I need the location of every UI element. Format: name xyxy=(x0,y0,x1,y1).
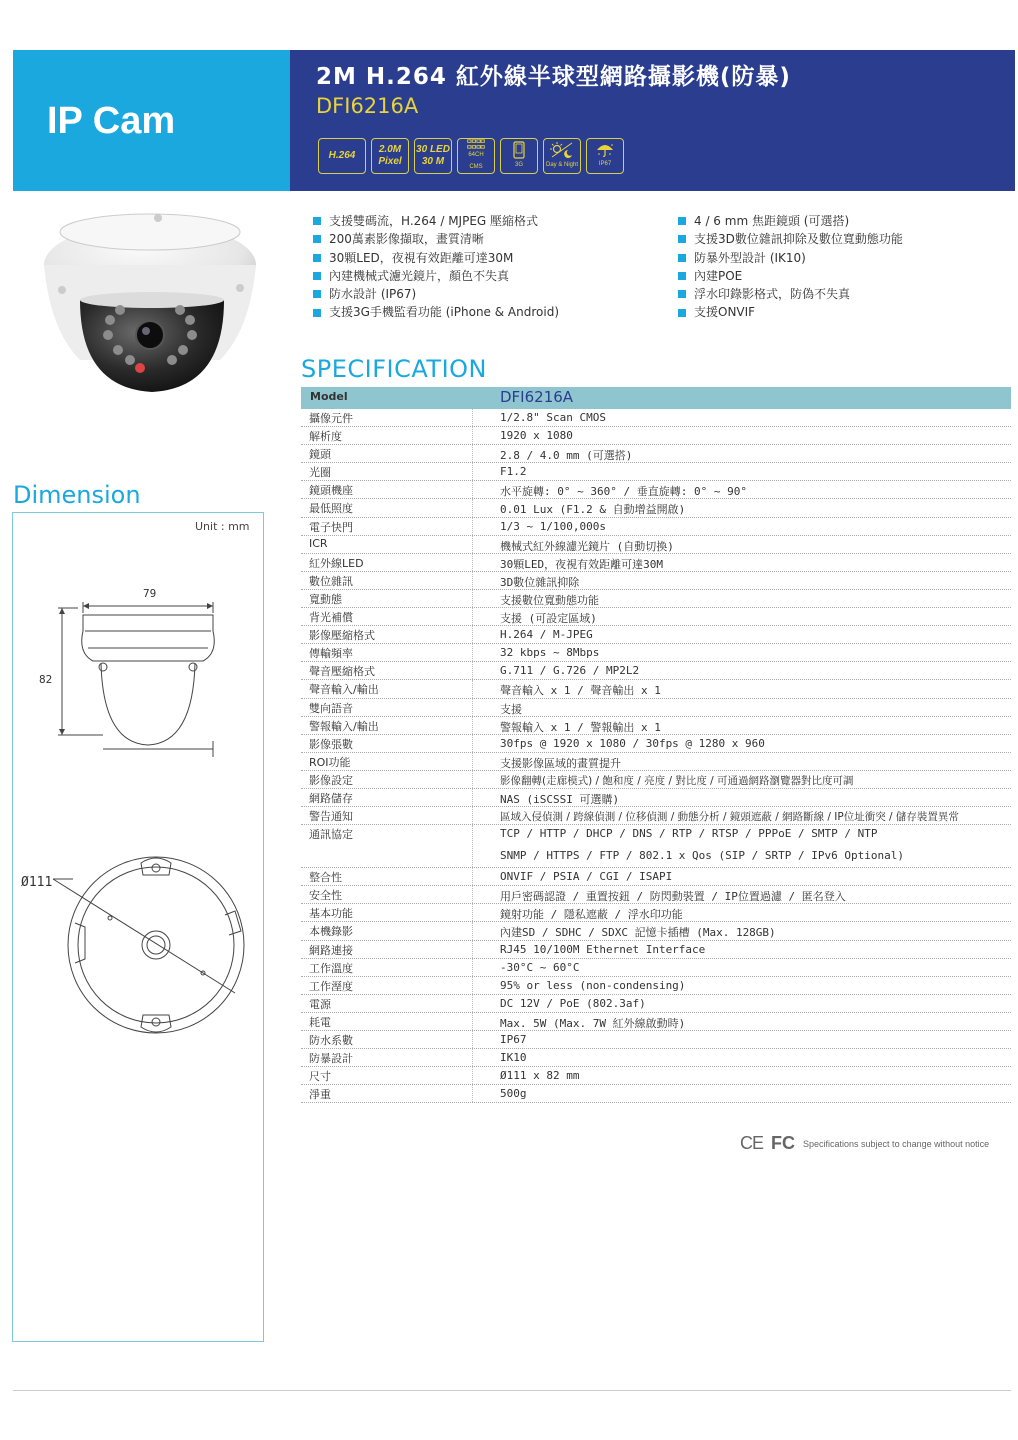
spec-key: 工作溼度 xyxy=(309,979,353,993)
column-divider xyxy=(472,717,473,734)
spec-key: 解析度 xyxy=(309,430,342,444)
table-row xyxy=(301,771,1011,789)
spec-key: 淨重 xyxy=(309,1088,331,1102)
spec-key: 防水系數 xyxy=(309,1034,353,1047)
spec-key: 鏡頭 xyxy=(309,448,331,462)
certification-row xyxy=(740,1133,989,1154)
spec-value: 影像翻轉(走廊模式) / 飽和度 / 亮度 / 對比度 / 可通過網路瀏覽器對比度可調 xyxy=(500,774,854,787)
table-row xyxy=(301,572,1011,590)
spec-value: 1/3 ~ 1/100,000s xyxy=(500,519,606,533)
table-row xyxy=(301,409,1011,427)
spec-key: 尺寸 xyxy=(309,1070,331,1084)
table-row xyxy=(301,662,1011,680)
column-divider xyxy=(472,868,473,885)
spec-value: 用戶密碼認證 / 重置按鈕 / 防閃動裝置 / IP位置過濾 / 匿名登入 xyxy=(500,890,846,904)
column-divider xyxy=(472,1013,473,1030)
header-title-panel xyxy=(290,50,1015,191)
table-row xyxy=(301,590,1011,608)
spec-key: 紅外線LED xyxy=(309,556,364,570)
column-divider xyxy=(472,608,473,625)
ip67-umbrella-badge-icon: IP67 xyxy=(586,138,624,174)
fcc-mark-icon: FC xyxy=(771,1133,796,1153)
table-row xyxy=(301,481,1011,499)
spec-table-header xyxy=(301,387,1011,409)
feature-list-right xyxy=(678,212,903,322)
column-divider xyxy=(472,409,473,426)
table-row xyxy=(301,789,1011,807)
column-divider xyxy=(472,807,473,824)
spec-key: 背光補償 xyxy=(309,611,353,625)
list-item: 30顆LED，夜視有效距離可達30M xyxy=(313,249,559,267)
dimension-drawing xyxy=(13,513,263,1341)
spec-change-note: Specifications subject to change without notice xyxy=(803,1138,990,1149)
3g-phone-badge-icon: 3G xyxy=(500,138,538,174)
spec-value: 聲音輸入 x 1 / 聲音輸出 x 1 xyxy=(500,684,661,698)
spec-value: 支援數位寬動態功能 xyxy=(500,593,599,607)
spec-value: IK10 xyxy=(500,1051,527,1065)
header-brand-panel xyxy=(13,50,290,191)
spec-table xyxy=(301,387,1011,1103)
column-divider xyxy=(472,771,473,788)
spec-value: 支援 (可設定區域) xyxy=(500,612,597,626)
column-divider xyxy=(472,680,473,697)
cms-badge-icon: 64CH CMS xyxy=(457,138,495,174)
table-row xyxy=(301,977,1011,995)
list-item: 支援雙碼流，H.264 / MJPEG 壓縮格式 xyxy=(313,212,559,230)
spec-key: 網路儲存 xyxy=(309,791,353,805)
bullet-icon xyxy=(313,272,321,280)
spec-value: DC 12V / PoE (802.3af) xyxy=(500,996,646,1010)
product-title: 2M H.264 紅外線半球型網路攝影機(防暴) xyxy=(316,64,791,90)
spec-value: 鏡射功能 / 隱私遮蔽 / 浮水印功能 xyxy=(500,908,683,922)
spec-key: 耗電 xyxy=(309,1015,331,1029)
table-row xyxy=(301,427,1011,445)
spec-key: 電源 xyxy=(309,997,331,1011)
table-row xyxy=(301,626,1011,644)
spec-key: 警告通知 xyxy=(309,810,353,824)
spec-value: 水平旋轉: 0° ~ 360° / 垂直旋轉: 0° ~ 90° xyxy=(500,485,747,499)
spec-key: 寬動態 xyxy=(309,592,342,606)
dimension-height-label: 82 xyxy=(39,673,53,686)
table-row xyxy=(301,518,1011,536)
column-divider xyxy=(472,922,473,939)
spec-value: Ø111 x 82 mm xyxy=(500,1069,580,1083)
table-row xyxy=(301,608,1011,626)
column-divider xyxy=(472,941,473,958)
spec-value: 30fps @ 1920 x 1080 / 30fps @ 1280 x 960 xyxy=(500,736,765,750)
table-row xyxy=(301,717,1011,735)
spec-value: NAS (iSCSSI 可選購) xyxy=(500,792,620,806)
spec-header-key: Model xyxy=(310,390,348,403)
list-item: 支援3G手機監看功能 (iPhone & Android) xyxy=(313,303,559,321)
column-divider xyxy=(472,735,473,752)
column-divider xyxy=(472,626,473,643)
bullet-icon xyxy=(313,309,321,317)
list-item: 內建POE xyxy=(678,267,903,285)
h264-badge-icon: H.264 xyxy=(318,138,366,174)
table-row xyxy=(301,959,1011,977)
spec-key: 聲音壓縮格式 xyxy=(309,665,375,679)
spec-key: ROI功能 xyxy=(309,755,351,769)
spec-key: 警報輸入/輸出 xyxy=(309,719,379,733)
table-row xyxy=(301,1085,1011,1103)
table-row xyxy=(301,886,1011,904)
table-row xyxy=(301,868,1011,886)
spec-key: 電子快門 xyxy=(309,520,353,534)
spec-key: 本機錄影 xyxy=(309,925,353,939)
spec-key: 光圈 xyxy=(309,466,331,480)
column-divider xyxy=(472,536,473,553)
product-model: DFI6216A xyxy=(316,94,419,118)
led-badge-icon: 30 LED 30 M xyxy=(414,138,452,174)
pixel-badge-icon: 2.0M Pixel xyxy=(371,138,409,174)
column-divider xyxy=(472,977,473,994)
list-item: 支援ONVIF xyxy=(678,303,903,321)
column-divider xyxy=(472,554,473,571)
dimension-diameter-label: Ø111 xyxy=(21,875,53,890)
table-row xyxy=(301,699,1011,717)
table-row xyxy=(301,463,1011,481)
table-row xyxy=(301,1067,1011,1085)
column-divider xyxy=(472,445,473,462)
spec-value: 32 kbps ~ 8Mbps xyxy=(500,646,600,660)
spec-key: 雙向語音 xyxy=(309,701,353,715)
column-divider xyxy=(472,463,473,480)
spec-value: TCP / HTTP / DHCP / DNS / RTP / RTSP / PPPoE / SMTP / NTP xyxy=(500,827,878,841)
spec-value: G.711 / G.726 / MP2L2 xyxy=(500,664,640,678)
bullet-icon xyxy=(678,309,686,317)
feature-badges xyxy=(318,138,624,174)
spec-value: -30°C ~ 60°C xyxy=(500,960,580,974)
footer-divider xyxy=(13,1390,1011,1391)
spec-key: 攝像元件 xyxy=(309,412,353,425)
table-row xyxy=(301,445,1011,463)
spec-key: 安全性 xyxy=(309,889,342,903)
bullet-icon xyxy=(678,254,686,262)
column-divider xyxy=(472,518,473,535)
spec-value: 機械式紅外線濾光鏡片 (自動切換) xyxy=(500,539,674,553)
list-item: 防暴外型設計 (IK10) xyxy=(678,249,903,267)
spec-value: F1.2 xyxy=(500,465,527,479)
spec-section-title: SPECIFICATION xyxy=(301,355,487,383)
spec-value: 1/2.8" Scan CMOS xyxy=(500,411,606,424)
spec-key: 數位雜訊 xyxy=(309,574,353,588)
table-row xyxy=(301,554,1011,572)
spec-key: 影像設定 xyxy=(309,773,353,787)
spec-key: 影像壓縮格式 xyxy=(309,629,375,643)
column-divider xyxy=(472,1049,473,1066)
spec-key: 網路連接 xyxy=(309,943,353,957)
feature-list-left xyxy=(313,212,559,322)
bullet-icon xyxy=(313,290,321,298)
list-item: 支援3D數位雜訊抑除及數位寬動態功能 xyxy=(678,230,903,248)
column-divider xyxy=(472,995,473,1012)
spec-key: 工作溫度 xyxy=(309,961,353,975)
spec-value-continued: SNMP / HTTPS / FTP / 802.1 x Qos (SIP / SRTP / IPv6 Optional) xyxy=(500,849,904,863)
column-divider xyxy=(472,825,473,867)
spec-value: 支援影像區域的畫質提升 xyxy=(500,756,621,770)
spec-key: 防暴設計 xyxy=(309,1052,353,1066)
list-item: 4 / 6 mm 焦距鏡頭 (可選搭) xyxy=(678,212,903,230)
table-row xyxy=(301,922,1011,940)
bullet-icon xyxy=(313,254,321,262)
table-row xyxy=(301,825,1011,868)
spec-value: 2.8 / 4.0 mm (可選搭) xyxy=(500,449,633,463)
column-divider xyxy=(472,959,473,976)
column-divider xyxy=(472,644,473,661)
dimension-width-label: 79 xyxy=(143,587,157,600)
spec-value: 區域入侵偵測 / 跨線偵測 / 位移偵測 / 動態分析 / 鏡頭遮蔽 / 網路斷線 / IP位址衝突 / 儲存裝置異常 xyxy=(500,811,959,824)
spec-key: 鏡頭機座 xyxy=(309,484,353,498)
column-divider xyxy=(472,1031,473,1048)
column-divider xyxy=(472,753,473,770)
spec-key: 聲音輸入/輸出 xyxy=(309,683,379,697)
table-row xyxy=(301,680,1011,698)
bullet-icon xyxy=(678,217,686,225)
spec-value: Max. 5W (Max. 7W 紅外線啟動時) xyxy=(500,1016,686,1030)
list-item: 浮水印錄影格式，防偽不失真 xyxy=(678,285,903,303)
spec-value: 支援 xyxy=(500,702,522,716)
spec-key: 影像張數 xyxy=(309,737,353,751)
dimension-section-title: Dimension xyxy=(13,481,141,509)
spec-value: 3D數位雜訊抑除 xyxy=(500,575,580,589)
bullet-icon xyxy=(313,235,321,243)
list-item: 200萬素影像擷取，畫質清晰 xyxy=(313,230,559,248)
column-divider xyxy=(472,789,473,806)
table-row xyxy=(301,1031,1011,1049)
table-row xyxy=(301,753,1011,771)
column-divider xyxy=(472,572,473,589)
spec-rows xyxy=(301,409,1011,1103)
table-row xyxy=(301,807,1011,825)
spec-value: 內建SD / SDHC / SDXC 記憶卡插槽 (Max. 128GB) xyxy=(500,926,776,940)
column-divider xyxy=(472,662,473,679)
spec-value: 0.01 Lux (F1.2 & 自動增益開啟) xyxy=(500,503,686,517)
spec-value: 500g xyxy=(500,1087,527,1101)
brand-title: IP Cam xyxy=(47,100,176,142)
dimension-unit: Unit : mm xyxy=(195,520,250,533)
table-row xyxy=(301,499,1011,517)
spec-header-value: DFI6216A xyxy=(500,388,574,406)
bullet-icon xyxy=(678,290,686,298)
spec-key: ICR xyxy=(309,536,328,550)
bullet-icon xyxy=(313,217,321,225)
column-divider xyxy=(472,590,473,607)
table-row xyxy=(301,644,1011,662)
table-row xyxy=(301,735,1011,753)
column-divider xyxy=(472,427,473,444)
spec-key: 最低照度 xyxy=(309,502,353,516)
table-row xyxy=(301,904,1011,922)
spec-key: 通訊協定 xyxy=(309,828,353,842)
spec-key: 傳輸頻率 xyxy=(309,647,353,661)
spec-value: RJ45 10/100M Ethernet Interface xyxy=(500,942,706,956)
dome-camera-image xyxy=(40,210,260,400)
spec-value: H.264 / M-JPEG xyxy=(500,628,593,642)
column-divider xyxy=(472,699,473,716)
column-divider xyxy=(472,481,473,498)
table-row xyxy=(301,536,1011,554)
table-row xyxy=(301,1013,1011,1031)
spec-value: 30顆LED，夜視有效距離可達30M xyxy=(500,557,663,571)
spec-value: 95% or less (non-condensing) xyxy=(500,978,686,992)
spec-value: ONVIF / PSIA / CGI / ISAPI xyxy=(500,870,673,884)
column-divider xyxy=(472,904,473,921)
list-item: 防水設計 (IP67) xyxy=(313,285,559,303)
table-row xyxy=(301,1049,1011,1067)
spec-key: 基本功能 xyxy=(309,907,353,921)
bullet-icon xyxy=(678,235,686,243)
column-divider xyxy=(472,499,473,516)
bullet-icon xyxy=(678,272,686,280)
spec-value: 1920 x 1080 xyxy=(500,429,573,443)
spec-value: 警報輸入 x 1 / 警報輸出 x 1 xyxy=(500,720,661,734)
ce-mark-icon: CE xyxy=(740,1133,764,1153)
column-divider xyxy=(472,1085,473,1102)
column-divider xyxy=(472,886,473,903)
list-item: 內建機械式濾光鏡片，顏色不失真 xyxy=(313,267,559,285)
spec-value: IP67 xyxy=(500,1033,527,1046)
table-row xyxy=(301,995,1011,1013)
column-divider xyxy=(472,1067,473,1084)
table-row xyxy=(301,941,1011,959)
spec-key: 整合性 xyxy=(309,871,342,885)
day-night-badge-icon: Day & Night xyxy=(543,138,581,174)
